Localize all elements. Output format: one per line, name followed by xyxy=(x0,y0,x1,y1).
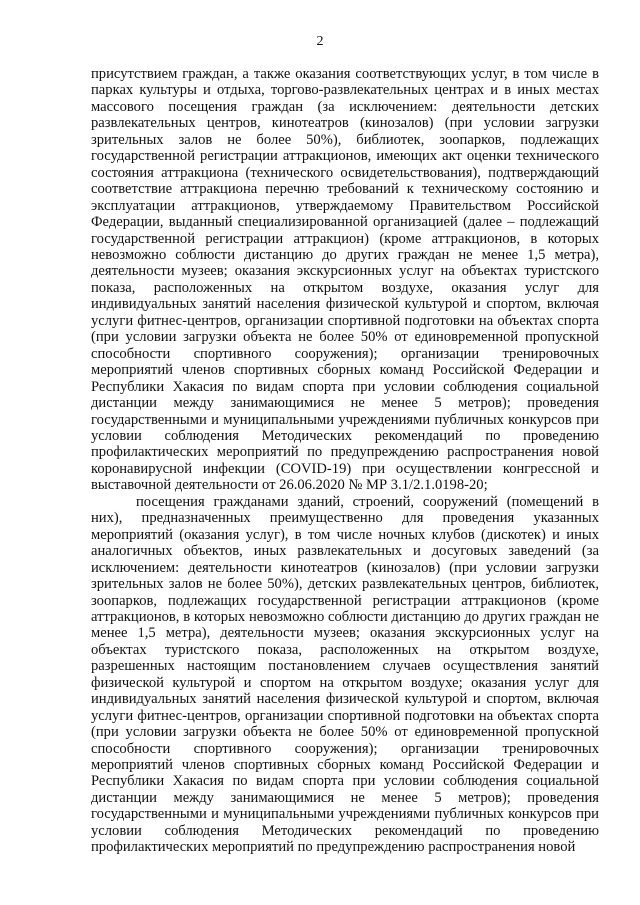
document-body xyxy=(91,66,599,856)
page-number: 2 xyxy=(316,34,324,49)
paragraph-continuation: присутствием граждан, а также оказания соответствующих услуг, в том числе в парках культуры и отдыха, торгово-развлекательных центрах и в иных местах массового посещения граждан (за исключением: деятельности детских развлекательных центров, кинотеатров (кинозалов) (при условии загрузки зрительных залов не более 50%), библиотек, зоопарков, подлежащих государственной регистрации аттракционов, имеющих акт оценки технического состояния аттракциона (технического освидетельствования), подтверждающий соответствие аттракциона перечню требований к техническому состоянию и эксплуатации аттракционов, утверждаемому Правительством Российской Федерации, выданный специализированной организацией (далее – подлежащий государственной регистрации аттракцион) (кроме аттракционов, в которых невозможно соблюсти дистанцию до других граждан не менее 1,5 метра), деятельности музеев; оказания экскурсионных услуг на объектах туристского показа, расположенных на открытом воздухе, оказания услуг для индивидуальных занятий населения физической культурой и спортом, включая услуги фитнес-центров, организации спортивной подготовки на объектах спорта (при условии загрузки объекта не более 50% от единовременной пропускной способности спортивного сооружения); организации тренировочных мероприятий членов спортивных сборных команд Российской Федерации и Республики Хакасия по видам спорта при условии соблюдения социальной дистанции между занимающимися не менее 5 метров); проведения государственными и муниципальными учреждениями публичных конкурсов при условии соблюдения Методических рекомендаций по проведению профилактических мероприятий по предупреждению распространения новой коронавирусной инфекции (COVID-19) при осуществлении конгрессной и выставочной деятельности от 26.06.2020 № МР 3.1/2.1.0198-20; xyxy=(91,66,599,494)
paragraph-visits: посещения гражданами зданий, строений, сооружений (помещений в них), предназначенных преимущественно для проведения указанных мероприятий (оказания услуг), в том числе ночных клубов (дискотек) и иных аналогичных объектов, иных развлекательных и досуговых заведений (за исключением: деятельности кинотеатров (кинозалов) (при условии загрузки зрительных залов не более 50%), детских развлекательных центров, библиотек, зоопарков, подлежащих государственной регистрации аттракционов (кроме аттракционов, в которых невозможно соблюсти дистанцию до других граждан не менее 1,5 метра), деятельности музеев; оказания экскурсионных услуг на объектах туристского показа, расположенных на открытом воздухе, разрешенных настоящим постановлением случаев осуществления занятий физической культурой и спортом на открытом воздухе; оказания услуг для индивидуальных занятий населения физической культурой и спортом, включая услуги фитнес-центров, организации спортивной подготовки на объектах спорта (при условии загрузки объекта не более 50% от единовременной пропускной способности спортивного сооружения); организации тренировочных мероприятий членов спортивных сборных команд Российской Федерации и Республики Хакасия по видам спорта при условии соблюдения социальной дистанции между занимающимися не менее 5 метров); проведения государственными и муниципальными учреждениями публичных конкурсов при условии соблюдения Методических рекомендаций по проведению профилактических мероприятий по предупреждению распространения новой xyxy=(91,493,599,856)
